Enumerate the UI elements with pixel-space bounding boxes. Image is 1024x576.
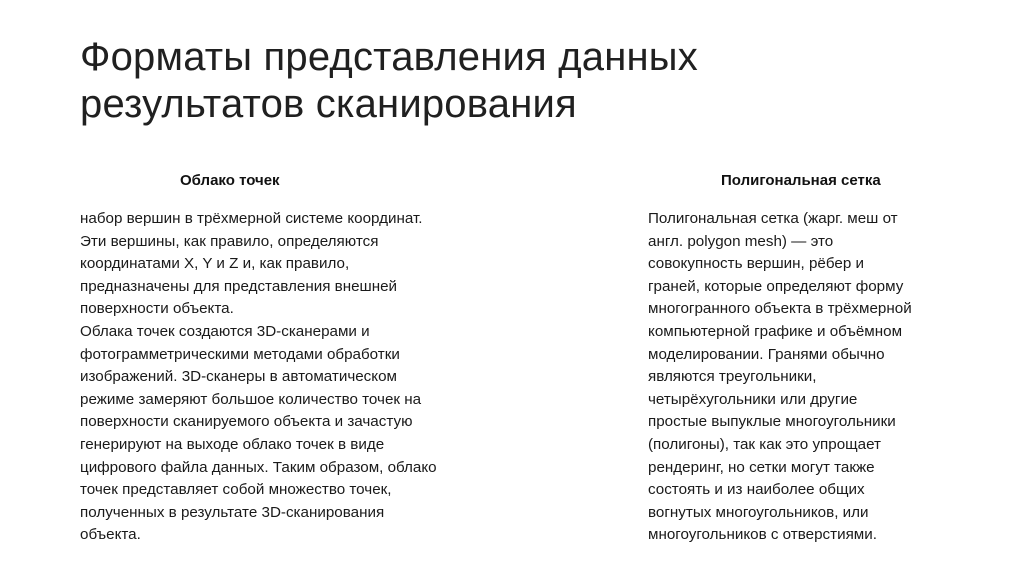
point-cloud-column xyxy=(80,170,450,547)
text-line: многоугольников с отверстиями. xyxy=(648,526,877,544)
text-line: генерируют на выходе облако точек в виде xyxy=(80,435,385,453)
polygon-mesh-column xyxy=(648,170,978,547)
text-line: набор вершин в трёхмерной системе координат. xyxy=(80,210,423,227)
text-line: поверхности сканируемого объекта и зачастую xyxy=(80,413,413,431)
text-line: Полигональная сетка (жарг. меш от xyxy=(648,210,898,227)
text-line: вогнутых многоугольников, или xyxy=(648,503,869,521)
text-line: режиме замеряют большое количество точек на xyxy=(80,390,422,408)
point-cloud-heading: Облако точек xyxy=(180,172,280,189)
text-line: рендеринг, но сетки могут также xyxy=(648,458,875,476)
text-line: (полигоны), так как это упрощает xyxy=(648,435,881,453)
point-cloud-paragraph xyxy=(80,321,450,547)
text-line: фотограмметрическими методами обработки xyxy=(80,345,400,363)
polygon-mesh-text xyxy=(648,208,978,547)
text-line: являются треугольники, xyxy=(648,368,817,386)
text-line: состоять и из наиболее общих xyxy=(648,481,865,499)
text-line: поверхности объекта. xyxy=(80,300,234,318)
text-line: изображений. 3D-сканеры в автоматическом xyxy=(80,368,397,386)
text-line: четырёхугольники или другие xyxy=(648,390,858,408)
text-line: многогранного объекта в трёхмерной xyxy=(648,300,912,318)
text-line: моделировании. Гранями обычно xyxy=(648,345,885,363)
text-line: англ. polygon mesh) — это xyxy=(648,232,834,250)
text-line: компьютерной графике и объёмном xyxy=(648,322,903,340)
text-line: точек представляет собой множество точек, xyxy=(80,481,392,499)
text-line: простые выпуклые многоугольники xyxy=(648,413,896,431)
slide-title xyxy=(80,34,960,128)
text-line: Эти вершины, как правило, определяются xyxy=(80,232,379,250)
point-cloud-text xyxy=(80,208,450,547)
text-line: предназначены для представления внешней xyxy=(80,277,398,295)
text-line: граней, которые определяют форму xyxy=(648,277,904,295)
slide-title-line: результатов сканирования xyxy=(80,82,577,126)
text-line: полученных в результате 3D-сканирования xyxy=(80,503,385,521)
polygon-mesh-heading: Полигональная сетка xyxy=(721,172,881,189)
text-line: Облака точек создаются 3D-сканерами и xyxy=(80,322,370,340)
text-line: совокупность вершин, рёбер и xyxy=(648,255,865,273)
polygon-mesh-paragraph xyxy=(648,208,978,547)
text-line: объекта. xyxy=(80,526,141,544)
text-line: координатами X, Y и Z и, как правило, xyxy=(80,255,350,273)
point-cloud-paragraph xyxy=(80,208,450,321)
slide-title-line: Форматы представления данных xyxy=(80,35,698,79)
text-line: цифрового файла данных. Таким образом, облако xyxy=(80,458,437,476)
